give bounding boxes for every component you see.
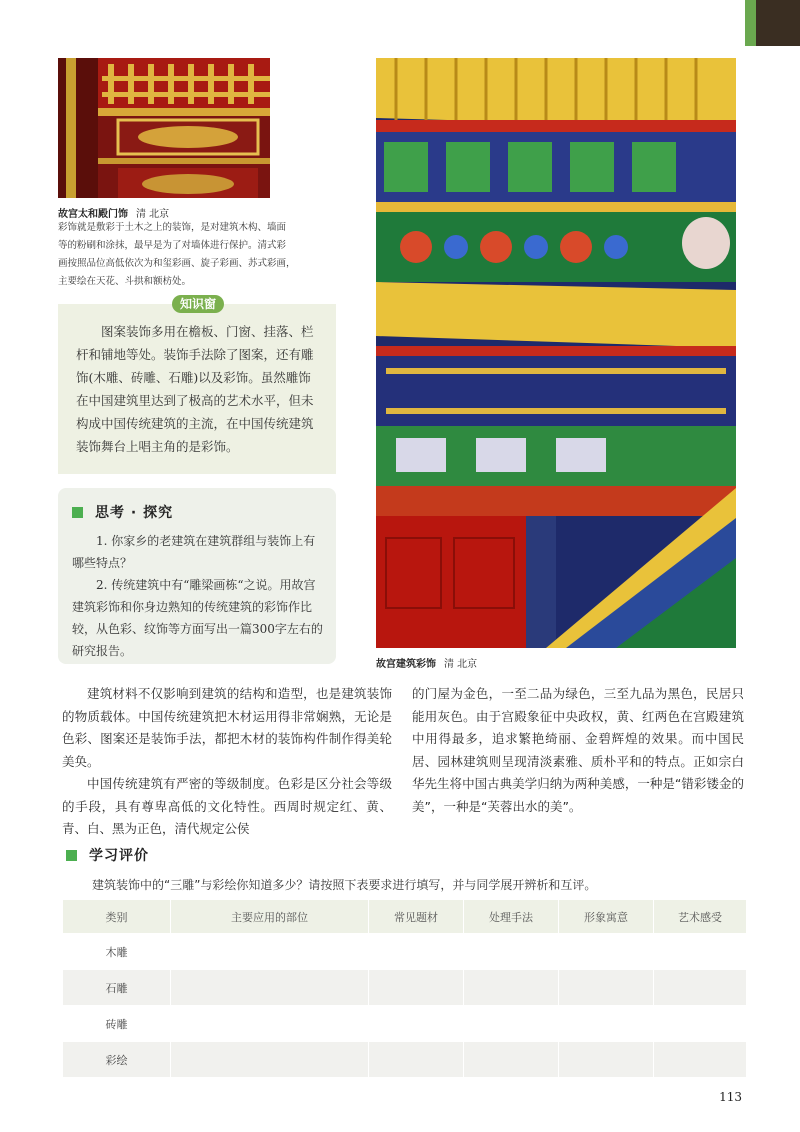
- think-explore-box: [58, 488, 336, 664]
- palace-painted-eaves-photo: [376, 58, 736, 648]
- knowledge-window-box: [58, 304, 336, 474]
- row-label: 砖雕: [63, 1006, 171, 1042]
- table-cell[interactable]: [171, 1006, 369, 1042]
- body-right-column: [412, 683, 744, 818]
- table-row: [63, 1006, 747, 1042]
- evaluation-intro: 建筑装饰中的“三雕”与彩绘你知道多少？请按照下表要求进行填写，并与同学展开辨析和互评。: [92, 878, 597, 892]
- row-label: 木雕: [63, 934, 171, 970]
- green-square-icon: [66, 850, 77, 861]
- table-cell[interactable]: [654, 1006, 747, 1042]
- table-cell[interactable]: [464, 934, 559, 970]
- table-cell[interactable]: [171, 934, 369, 970]
- table-cell[interactable]: [369, 934, 464, 970]
- table-cell[interactable]: [369, 1042, 464, 1078]
- table-cell[interactable]: [369, 1006, 464, 1042]
- table-cell[interactable]: [171, 1042, 369, 1078]
- column-header: 艺术感受: [654, 900, 747, 934]
- table-cell[interactable]: [654, 934, 747, 970]
- evaluation-table: [62, 899, 747, 1078]
- column-header: 常见题材: [369, 900, 464, 934]
- left-photo-caption: 故宫太和殿门饰 清 北京: [58, 209, 170, 220]
- table-row: [63, 970, 747, 1006]
- column-header: 处理手法: [464, 900, 559, 934]
- table-cell[interactable]: [464, 1042, 559, 1078]
- think-explore-heading: 思考 · 探究: [72, 502, 324, 522]
- table-cell[interactable]: [559, 1042, 654, 1078]
- table-cell[interactable]: [654, 1042, 747, 1078]
- palace-door-ornament-photo: [58, 58, 270, 198]
- table-header-row: [63, 900, 747, 934]
- body-paragraph-3: 的门屋为金色，一至二品为绿色，三至九品为黑色，民居只能用灰色。由于宫殿象征中央政权，黄、红两色在宫殿建筑中用得最多，追求繁艳绮丽、金碧辉煌的效果。而中国民居、园林建筑则呈现清淡素雅、质朴平和的特点。正如宗白华先生将中国古典美学归纳为两种美感，一种是“错彩镂金的美”，一种是“芙蓉出水的美”。: [412, 686, 744, 814]
- column-header: 形象寓意: [559, 900, 654, 934]
- table-cell[interactable]: [559, 970, 654, 1006]
- left-photo-description: 彩饰就是敷彩于土木之上的装饰，是对建筑木构、墙面 等的粉刷和涂抹，最早是为了对墙体进行保护。清式彩 画按照品位高低依次为和玺彩画、旋子彩画、苏式彩画， 主要绘在天花、斗拱和额枋处。: [58, 222, 296, 287]
- table-row: [63, 934, 747, 970]
- column-header: 类别: [63, 900, 171, 934]
- column-header: 主要应用的部位: [171, 900, 369, 934]
- knowledge-window-label: 知识窗: [172, 295, 224, 313]
- page-corner-tab: [745, 0, 800, 46]
- knowledge-window-text: 图案装饰多用在檐板、门窗、挂落、栏杆和铺地等处。装饰手法除了图案，还有雕饰(木雕、砖雕、石雕)以及彩饰。虽然雕饰在中国建筑里达到了极高的艺术水平，但未构成中国传统建筑的主流，在中国传统建筑装饰舞台上唱主角的是彩饰。: [76, 324, 314, 454]
- table-row: [63, 1042, 747, 1078]
- table-cell[interactable]: [464, 1006, 559, 1042]
- body-left-column: [62, 683, 392, 841]
- table-cell[interactable]: [559, 1006, 654, 1042]
- row-label: 彩绘: [63, 1042, 171, 1078]
- body-paragraph-2: 中国传统建筑有严密的等级制度。色彩是区分社会等级的手段，具有尊卑高低的文化特性。西周时规定红、黄、青、白、黑为正色，清代规定公侯: [62, 776, 392, 836]
- table-cell[interactable]: [559, 934, 654, 970]
- table-cell[interactable]: [654, 970, 747, 1006]
- evaluation-heading: 学习评价: [66, 845, 149, 865]
- page-number: 113: [719, 1090, 742, 1104]
- right-photo-caption: 故宫建筑彩饰 清 北京: [376, 659, 478, 670]
- green-square-icon: [72, 507, 83, 518]
- think-question-1: 1. 你家乡的老建筑在建筑群组与装饰上有哪些特点？: [72, 534, 316, 570]
- table-cell[interactable]: [369, 970, 464, 1006]
- table-cell[interactable]: [171, 970, 369, 1006]
- row-label: 石雕: [63, 970, 171, 1006]
- think-question-2: 2. 传统建筑中有“雕梁画栋“之说。用故宫建筑彩饰和你身边熟知的传统建筑的彩饰作比较，从色彩、纹饰等方面写出一篇300字左右的研究报告。: [72, 578, 323, 658]
- body-paragraph-1: 建筑材料不仅影响到建筑的结构和造型，也是建筑装饰的物质载体。中国传统建筑把木材运用得非常娴熟，无论是色彩、图案还是装饰手法，都把木材的装饰构件制作得美轮美奂。: [62, 686, 392, 769]
- table-cell[interactable]: [464, 970, 559, 1006]
